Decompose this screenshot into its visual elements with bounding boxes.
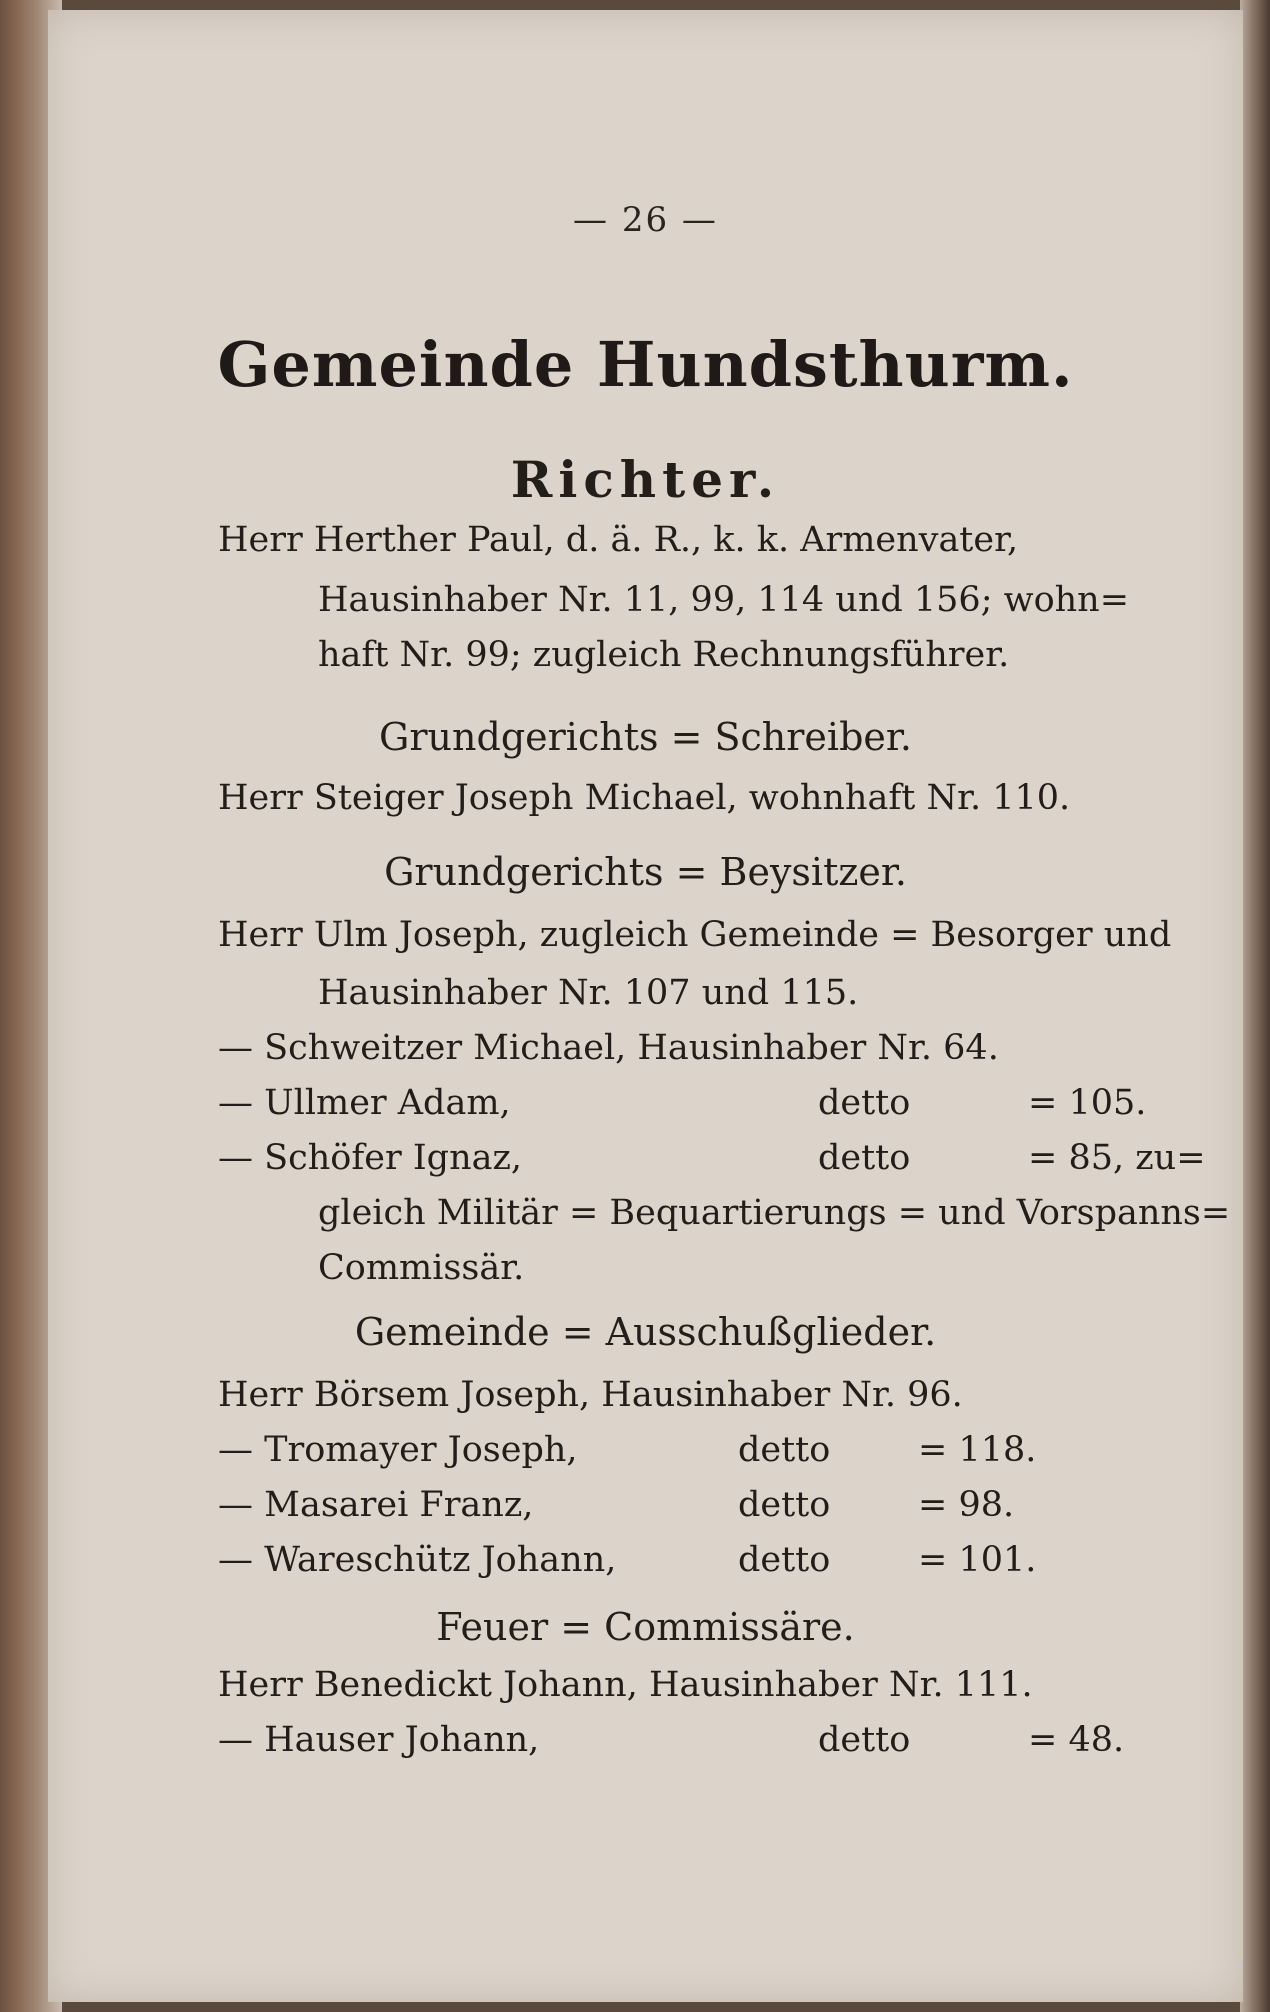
schreiber-line: Herr Steiger Joseph Michael, wohnhaft Nr. 110. [218, 778, 1071, 818]
page-right-edge [1240, 0, 1270, 2012]
feuer-line-2-nr: = 48. [1028, 1720, 1125, 1760]
ausschuss-line-2-detto: detto [738, 1430, 831, 1470]
feuer-line-2-detto: detto [818, 1720, 911, 1760]
page-number: — 26 — [573, 200, 718, 240]
beysitzer-line-4-nr: = 105. [1028, 1083, 1147, 1123]
ausschuss-line-3-detto: detto [738, 1485, 831, 1525]
beysitzer-line-5-nr: = 85, zu= [1028, 1138, 1206, 1178]
section-beysitzer: Grundgerichts = Beysitzer. [384, 850, 907, 894]
ausschuss-line-3-nr: = 98. [918, 1485, 1015, 1525]
feuer-line-2-name: — Hauser Johann, [218, 1720, 540, 1760]
beysitzer-line-1: Herr Ulm Joseph, zugleich Gemeinde = Besorger und [218, 915, 1172, 955]
beysitzer-line-7: Commissär. [318, 1248, 525, 1288]
ausschuss-line-4-detto: detto [738, 1540, 831, 1580]
richter-line-2: Hausinhaber Nr. 11, 99, 114 und 156; wohn= [318, 580, 1130, 620]
ausschuss-line-4-nr: = 101. [918, 1540, 1037, 1580]
ausschuss-line-3-name: — Masarei Franz, [218, 1485, 534, 1525]
beysitzer-line-2: Hausinhaber Nr. 107 und 115. [318, 973, 859, 1013]
richter-line-1: Herr Herther Paul, d. ä. R., k. k. Armenvater, [218, 520, 1019, 560]
section-ausschuss: Gemeinde = Ausschußglieder. [354, 1310, 937, 1354]
beysitzer-line-6: gleich Militär = Bequartierungs = und Vorspanns= [318, 1193, 1231, 1233]
section-feuer: Feuer = Commissäre. [436, 1605, 855, 1649]
ausschuss-line-4-name: — Wareschütz Johann, [218, 1540, 617, 1580]
feuer-line-1: Herr Benedickt Johann, Hausinhaber Nr. 111. [218, 1665, 1033, 1705]
richter-line-3: haft Nr. 99; zugleich Rechnungsführer. [318, 635, 1010, 675]
book-page [48, 10, 1243, 2002]
ausschuss-line-1: Herr Börsem Joseph, Hausinhaber Nr. 96. [218, 1375, 963, 1415]
beysitzer-line-4-detto: detto [818, 1083, 911, 1123]
page-title: Gemeinde Hundsthurm. [217, 328, 1074, 401]
beysitzer-line-4-name: — Ullmer Adam, [218, 1083, 511, 1123]
ausschuss-line-2-name: — Tromayer Joseph, [218, 1430, 578, 1470]
section-richter: Richter. [510, 450, 781, 509]
beysitzer-line-5-name: — Schöfer Ignaz, [218, 1138, 523, 1178]
beysitzer-line-5-detto: detto [818, 1138, 911, 1178]
beysitzer-line-3: — Schweitzer Michael, Hausinhaber Nr. 64. [218, 1028, 999, 1068]
section-schreiber: Grundgerichts = Schreiber. [379, 715, 912, 759]
ausschuss-line-2-nr: = 118. [918, 1430, 1037, 1470]
